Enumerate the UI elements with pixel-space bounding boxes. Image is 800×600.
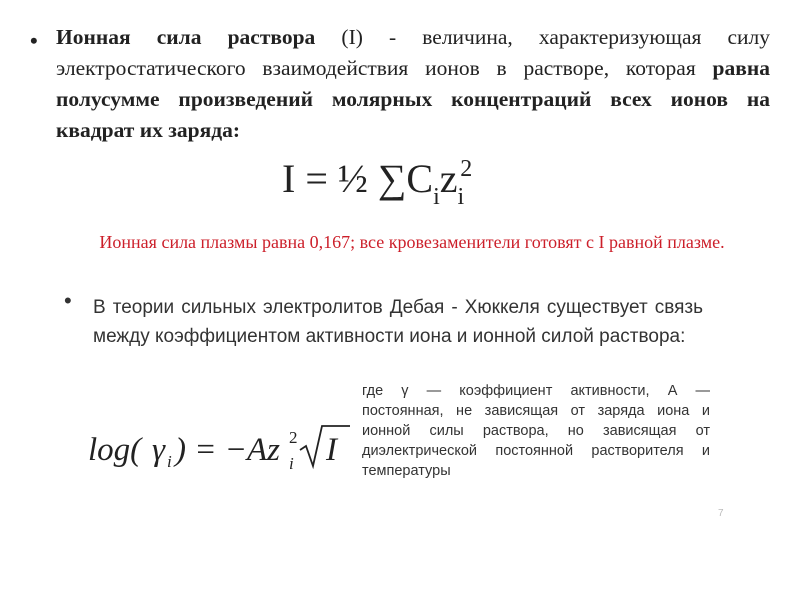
formula-sup: 2 <box>460 156 473 182</box>
sqrt-sign-icon <box>300 426 350 466</box>
symbol-i: (I) <box>341 25 363 49</box>
definition-text: - величина, характеризующая силу электростатического взаимодействия ионов в растворе, которая <box>56 25 771 80</box>
formula-gamma-sub: i <box>167 452 172 471</box>
formula-gamma: γ <box>152 432 166 468</box>
debye-formula-svg <box>88 416 358 482</box>
definition-bold-tail: равна полусумме произведений молярных концентраций всех ионов на квадрат их заряда: <box>56 56 770 142</box>
formula-z: z <box>439 156 458 201</box>
debye-huckel-paragraph: В теории сильных электролитов Дебая - Хюккеля существует связь между коэффициентом активности иона и ионной силой раствора: <box>93 297 703 347</box>
bullet-marker: • <box>30 28 38 53</box>
formula-rhs: ) = −Az <box>175 432 281 468</box>
formula-sub-c: i <box>433 184 440 210</box>
formula-sub-z: i <box>457 184 465 210</box>
formula-lhs: I = ½ ∑C <box>282 156 434 201</box>
formula-log: log( <box>88 432 142 468</box>
ionic-strength-definition <box>56 22 770 146</box>
page-number: 7 <box>718 508 724 519</box>
gamma-definition: где γ — коэффициент активности, А — постоянная, не зависящая от заряда иона и ионной силы раствора, но зависящая от диэлектрической постоянной растворителя и температуры <box>362 383 710 479</box>
formula-sqrt-arg: I <box>326 432 337 468</box>
debye-huckel-formula <box>88 416 358 482</box>
formula-z-sub: i <box>289 454 294 473</box>
formula-z-sup: 2 <box>289 428 298 447</box>
bullet-marker-second: • <box>64 288 72 313</box>
ionic-strength-formula <box>282 155 472 211</box>
plasma-note: Ионная сила плазмы равна 0,167; все кровезаменители готовят с I равной плазме. <box>99 232 725 252</box>
term-ionic-strength: Ионная сила раствора <box>56 25 316 49</box>
